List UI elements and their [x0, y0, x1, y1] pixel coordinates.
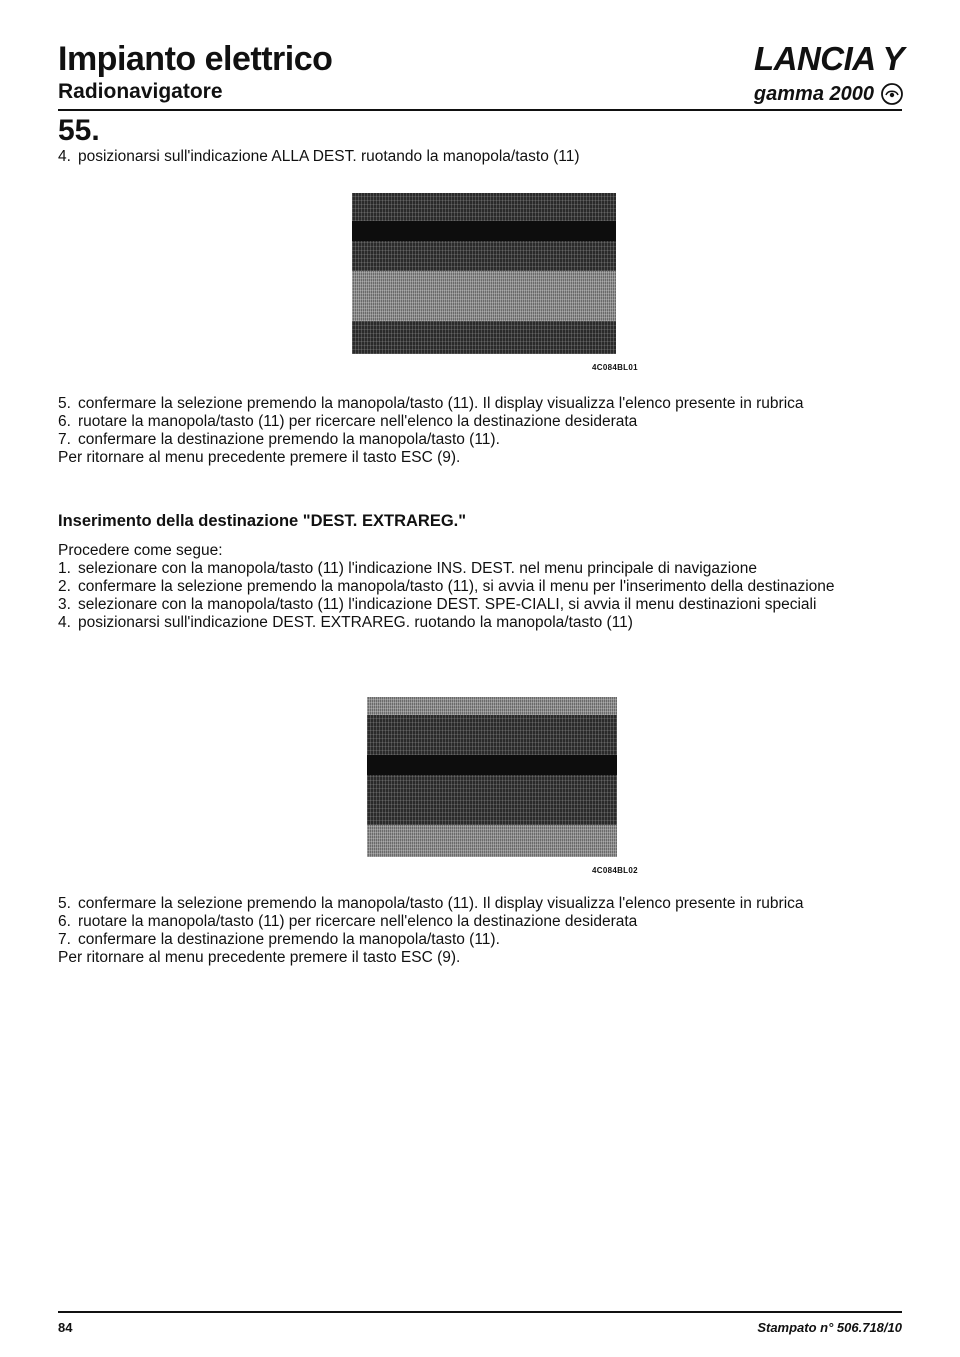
- list-item: [58, 431, 904, 449]
- item-number: 5.: [58, 395, 71, 412]
- doc-subtitle: Radionavigatore: [58, 80, 223, 103]
- item-text: posizionarsi sull'indicazione ALLA DEST. ruotando la manopola/tasto (11): [78, 148, 580, 165]
- item-number: 7.: [58, 431, 71, 448]
- page-number: 84: [58, 1320, 73, 1335]
- block1-step4: [58, 148, 904, 166]
- return-note: Per ritornare al menu precedente premere il tasto ESC (9).: [58, 449, 461, 466]
- item-number: 2.: [58, 578, 71, 595]
- model-range-label: gamma 2000: [753, 82, 874, 105]
- display-screenshot-1: [352, 193, 616, 354]
- item-text: confermare la selezione premendo la manopola/tasto (11). Il display visualizza l'elenco presente in rubrica: [78, 395, 804, 412]
- model-range: [754, 82, 904, 106]
- list-item: [58, 614, 904, 632]
- doc-title: Impianto elettrico: [58, 40, 333, 78]
- list-item: [58, 413, 904, 431]
- list-item: [58, 913, 904, 931]
- list-item: [58, 560, 904, 578]
- block2: [58, 512, 904, 632]
- item-text: ruotare la manopola/tasto (11) per ricercare nell'elenco la destinazione desiderata: [78, 913, 638, 930]
- list-item: [58, 931, 904, 949]
- item-text: confermare la destinazione premendo la manopola/tasto (11).: [78, 931, 500, 948]
- section-number: 55.: [58, 114, 100, 147]
- item-text: confermare la destinazione premendo la manopola/tasto (11).: [78, 431, 500, 448]
- item-number: 4.: [58, 614, 71, 631]
- item-text: confermare la selezione premendo la manopola/tasto (11). Il display visualizza l'elenco presente in rubrica: [78, 895, 804, 912]
- display-screenshot-2: [367, 697, 617, 857]
- brand-name: LANCIA Y: [753, 40, 904, 77]
- list-item: [58, 395, 904, 413]
- item-text: confermare la selezione premendo la manopola/tasto (11), si avvia il menu per l'inserimento della destinazione: [78, 578, 835, 595]
- item-text: ruotare la manopola/tasto (11) per ricercare nell'elenco la destinazione desiderata: [78, 413, 638, 430]
- item-text: posizionarsi sull'indicazione DEST. EXTRAREG. ruotando la manopola/tasto (11): [78, 614, 633, 631]
- intro-text: Procedere come segue:: [58, 542, 223, 559]
- globe-icon: [880, 82, 904, 106]
- list-item: [58, 148, 904, 166]
- block1-steps: [58, 395, 904, 467]
- item-number: 3.: [58, 596, 71, 613]
- item-number: 6.: [58, 913, 71, 930]
- footer-divider: [58, 1311, 902, 1313]
- item-number: 6.: [58, 413, 71, 430]
- return-note: Per ritornare al menu precedente premere il tasto ESC (9).: [58, 949, 461, 966]
- item-number: 5.: [58, 895, 71, 912]
- list-item: [58, 596, 904, 614]
- block3-steps: [58, 895, 904, 967]
- item-text: selezionare con la manopola/tasto (11) l'indicazione INS. DEST. nel menu principale di navigazione: [78, 560, 758, 577]
- list-item: [58, 578, 904, 596]
- item-number: 1.: [58, 560, 71, 577]
- header-divider: [58, 109, 902, 111]
- image-code-2: 4C084BL02: [592, 866, 638, 875]
- list-item: [58, 895, 904, 913]
- item-number: 4.: [58, 148, 71, 165]
- image-code-1: 4C084BL01: [592, 363, 638, 372]
- item-text: selezionare con la manopola/tasto (11) l'indicazione DEST. SPE-CIALI, si avvia il menu destinazioni speciali: [78, 596, 817, 613]
- print-reference: Stampato n° 506.718/10: [757, 1320, 902, 1335]
- item-number: 7.: [58, 931, 71, 948]
- section-heading: Inserimento della destinazione "DEST. EXTRAREG.": [58, 512, 467, 530]
